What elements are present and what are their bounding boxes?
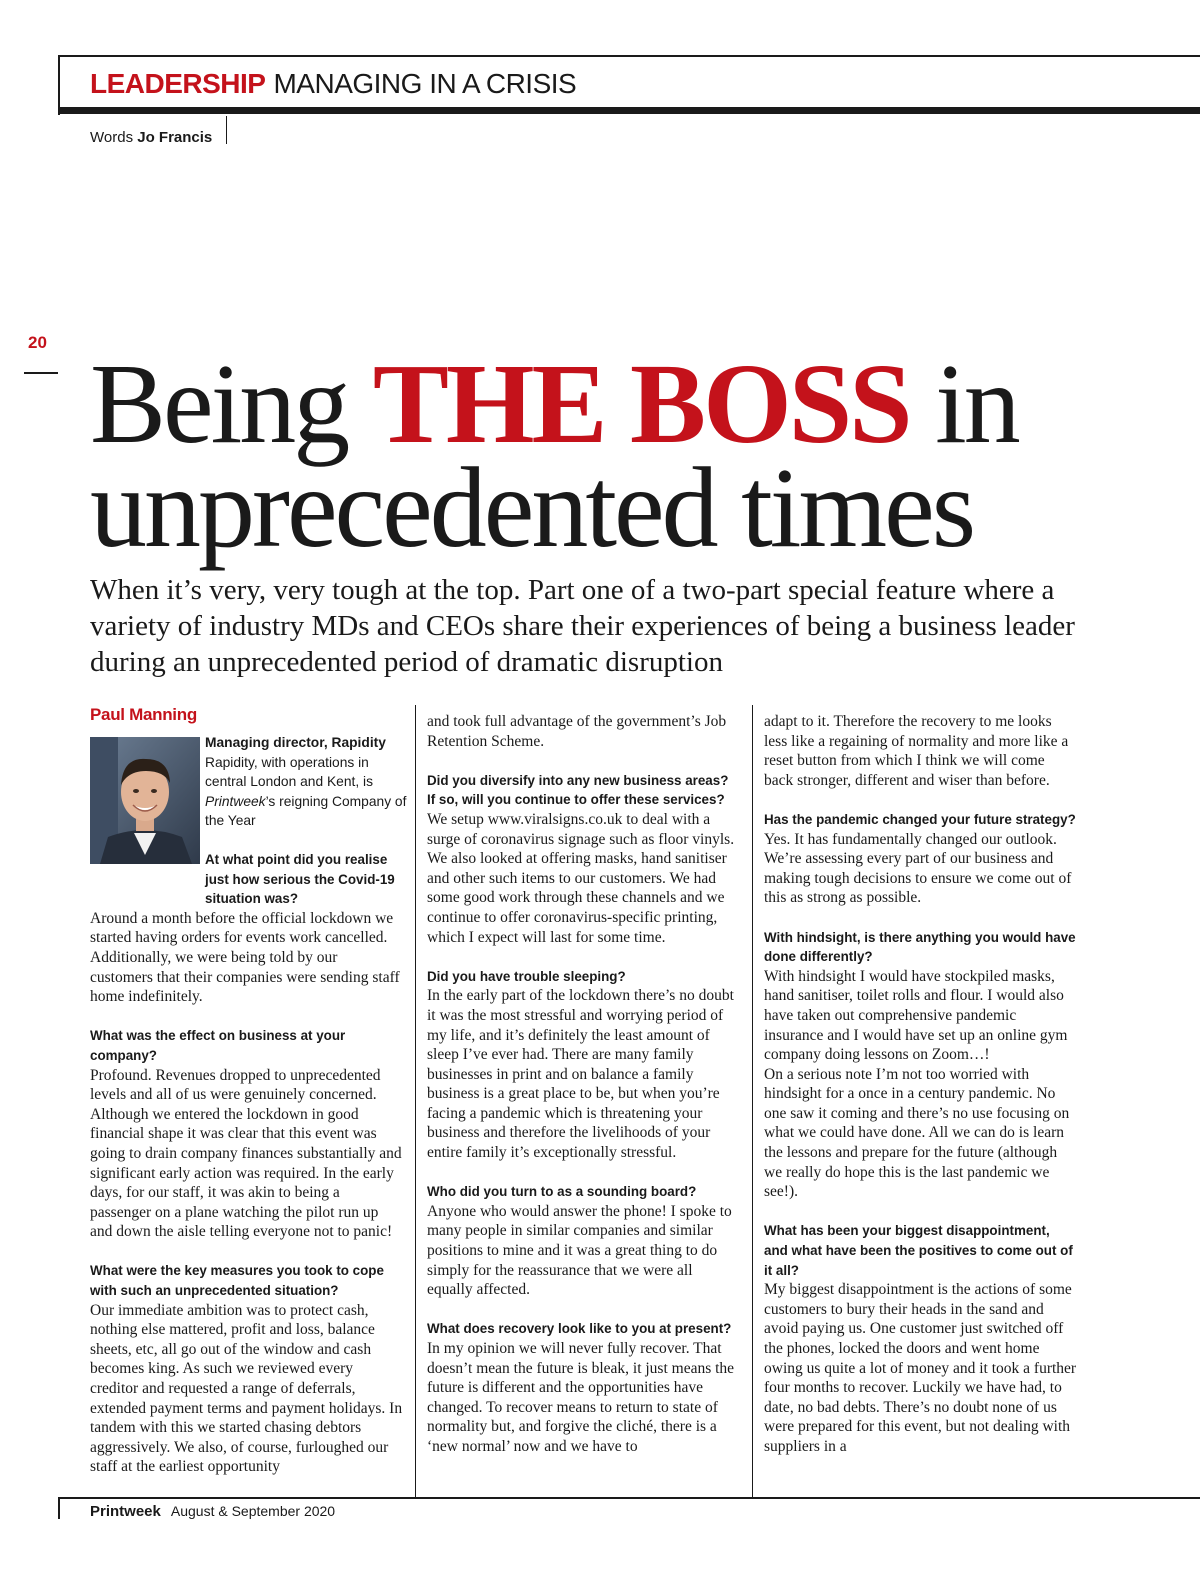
footer-left-rule bbox=[58, 1497, 60, 1519]
footer bbox=[90, 1503, 335, 1520]
question: Did you diversify into any new business areas? If so, will you continue to offer these services? bbox=[427, 772, 729, 808]
column-divider bbox=[752, 705, 753, 1497]
answer: Yes. It has fundamentally changed our outlook. We’re assessing every part of our business and making tough decisions to ensure we come out of this as strong as possible. bbox=[764, 830, 1072, 907]
question: With hindsight, is there anything you would have done differently? bbox=[764, 929, 1076, 965]
profile-desc-magazine: Printweek bbox=[205, 793, 266, 809]
section-heading bbox=[90, 67, 576, 101]
profile-box bbox=[205, 733, 410, 831]
answer: In my opinion we will never fully recover. That doesn’t mean the future is bleak, it just means the future is different and the opportunities have changed. To recover means to return to state of normality but, and forgive the cliché, there is a ‘new normal’ now and we have to bbox=[427, 1340, 735, 1455]
section-kicker: LEADERSHIP bbox=[90, 68, 266, 99]
column-divider bbox=[415, 705, 416, 1497]
section-topic: MANAGING IN A CRISIS bbox=[273, 68, 577, 99]
page-number: 20 bbox=[28, 333, 47, 352]
question: What were the key measures you took to cope with such an unprecedented situation? bbox=[90, 1263, 384, 1299]
qa-block bbox=[427, 771, 740, 947]
page-number-rule bbox=[24, 372, 58, 374]
standfirst: When it’s very, very tough at the top. Part one of a two-part special feature where a variety of industry MDs and CEOs share their experiences of being a business leader during an unprecedented period of dramatic disruption bbox=[90, 574, 1075, 678]
portrait-illustration bbox=[90, 737, 200, 864]
qa-block bbox=[764, 928, 1077, 1202]
answer: Around a month before the official lockdown we started having orders for events work cancelled. Additionally, we were being told by our customers that their companies were sending staff home indefinitely. bbox=[90, 909, 400, 1006]
qa-block bbox=[427, 712, 740, 751]
answer: With hindsight I would have stockpiled masks, hand sanitiser, toilet rolls and flour. I would also have taken out comprehensive pandemic insurance and I would have set up an online gym company doing lessons on Zoom…! bbox=[764, 967, 1068, 1064]
answer: We setup www.viralsigns.co.uk to deal with a surge of coronavirus signage such as floor vinyls. We also looked at offering masks, hand sanitiser and other such items to our customers. We had some good work through these channels and we continue to offer coronavirus-specific printing, which I expect will last for some time. bbox=[427, 810, 735, 946]
qa-block bbox=[427, 1182, 740, 1300]
qa-block bbox=[427, 967, 740, 1163]
headline-part-3: in bbox=[909, 340, 1018, 467]
qa-block bbox=[764, 712, 1077, 790]
question: Who did you turn to as a sounding board? bbox=[427, 1184, 697, 1200]
top-rule bbox=[58, 55, 1200, 57]
top-left-rule bbox=[58, 55, 60, 115]
headline-line-1 bbox=[90, 340, 1190, 467]
headline-highlight: THE BOSS bbox=[372, 340, 910, 467]
headline bbox=[90, 340, 1190, 571]
answer: Our immediate ambition was to protect cash, nothing else mattered, profit and loss, balance sheets, etc, all go out of the window and cash becomes king. As such we reviewed every creditor and requested a range of deferrals, extended payment terms and payment holidays. In tandem with this we started chasing debtors aggressively. We also, of course, furloughed our staff at the earliest opportunity bbox=[90, 1301, 403, 1476]
byline-prefix: Words bbox=[90, 129, 134, 146]
footer-rule bbox=[58, 1497, 1200, 1499]
byline-rule bbox=[226, 116, 227, 144]
qa-block bbox=[764, 810, 1077, 908]
answer: and took full advantage of the government’s Job Retention Scheme. bbox=[427, 713, 727, 750]
footer-issue: August & September 2020 bbox=[170, 1503, 336, 1519]
footer-magazine: Printweek bbox=[90, 1503, 161, 1520]
header-thick-rule bbox=[58, 107, 1200, 114]
question: What has been your biggest disappointment, and what have been the positives to come out of it all? bbox=[764, 1223, 1073, 1278]
interviewee-name: Paul Manning bbox=[90, 705, 197, 724]
answer: In the early part of the lockdown there’s no doubt it was the most stressful and worrying period of my life, and it’s definitely the least amount of sleep I’ve ever had. There are many family businesses in print and on balance a family business is a great place to be, but when you’re facing a pandemic which is threatening your business and therefore the livelihoods of your entire family it’s exceptionally stressful. bbox=[427, 987, 734, 1162]
question: Did you have trouble sleeping? bbox=[427, 968, 626, 984]
answer: On a serious note I’m not too worried with hindsight for a once in a century pandemic. No one saw it coming and there’s no use focusing on what we could have done. All we can do is learn the lessons and prepare for the future (although we really do hope this is the last pandemic we see!). bbox=[764, 1065, 1070, 1201]
answer: adapt to it. Therefore the recovery to me looks less like a regaining of normality and more like a reset button from which I think we will come back stronger, different and wiser than before. bbox=[764, 713, 1069, 789]
headline-part-1: Being bbox=[90, 340, 373, 467]
profile-desc-a: Rapidity, with operations in central London and Kent, is bbox=[205, 754, 373, 790]
portrait-photo bbox=[90, 737, 200, 864]
column-3 bbox=[764, 712, 1077, 1457]
question: At what point did you realise just how serious the Covid-19 situation was? bbox=[205, 852, 395, 907]
qa-block bbox=[427, 1319, 740, 1456]
column-1 bbox=[90, 850, 403, 1477]
question: What does recovery look like to you at present? bbox=[427, 1321, 732, 1337]
byline bbox=[90, 129, 212, 147]
profile-desc-b: ’s reigning Company of the Year bbox=[205, 793, 407, 829]
answer: My biggest disappointment is the actions of some customers to bury their heads in the sand and avoid paying us. One customer just switched off the phones, locked the doors and went home owing us quite a lot of money and it took a further four months to recover. Luckily we have had, to date, no bad debts. There’s no doubt none of us were prepared for this event, but not dealing with suppliers in a bbox=[764, 1281, 1077, 1455]
column-2 bbox=[427, 712, 740, 1457]
headline-line-2: unprecedented times bbox=[90, 444, 974, 571]
interviewee-role: Managing director, Rapidity bbox=[205, 735, 386, 750]
byline-author: Jo Francis bbox=[137, 129, 213, 146]
qa-block bbox=[90, 1026, 403, 1242]
question: What was the effect on business at your company? bbox=[90, 1028, 346, 1063]
question: Has the pandemic changed your future strategy? bbox=[764, 811, 1076, 827]
qa-block bbox=[90, 1261, 403, 1477]
answer: Anyone who would answer the phone! I spoke to many people in similar companies and similar positions to mine and it was a great thing to do simply for the reassurance that we were all equally affected. bbox=[427, 1202, 732, 1299]
answer: Profound. Revenues dropped to unprecedented levels and all of us were genuinely concerned. Although we entered the lockdown in good financial shape it was clear that this event was going to drain company finances substantially and significant early action was required. In the early days, for our staff, it was akin to being a passenger on a plane watching the pilot run up and down the aisle telling everyone not to panic! bbox=[90, 1066, 402, 1241]
qa-block bbox=[90, 850, 403, 1007]
qa-block bbox=[764, 1221, 1077, 1456]
